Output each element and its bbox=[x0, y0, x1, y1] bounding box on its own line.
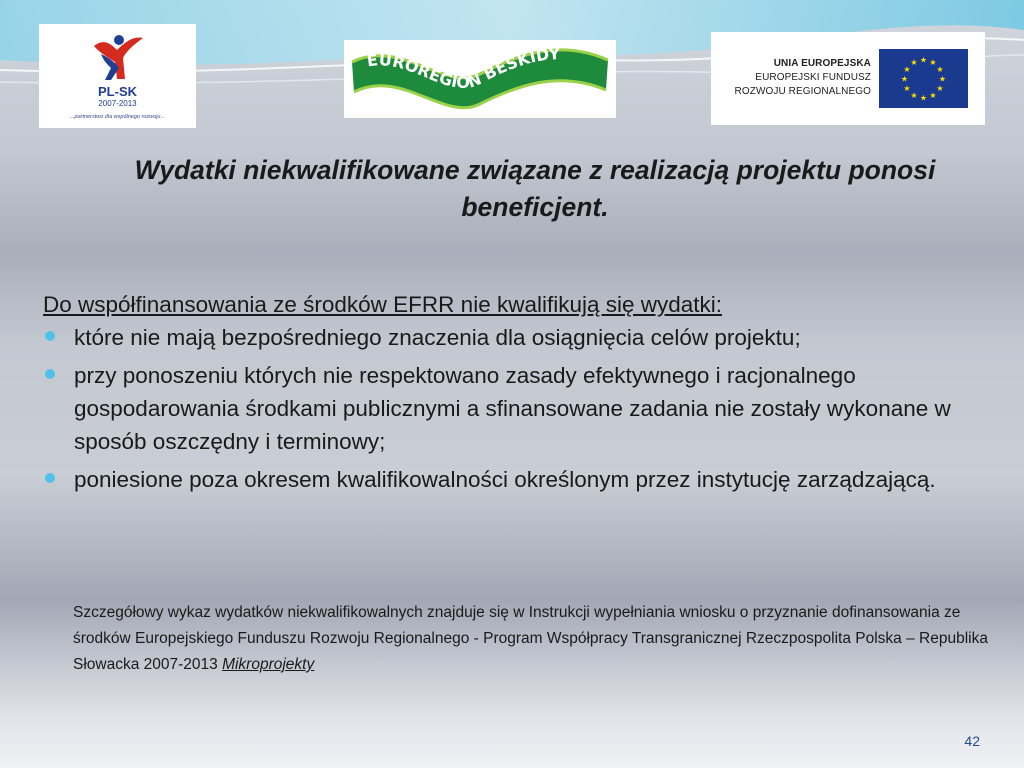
slide-body bbox=[43, 288, 993, 501]
euroregion-logo-text: EUROREGION BESKIDY bbox=[365, 44, 561, 92]
mikroprojekty-link[interactable]: Mikroprojekty bbox=[222, 656, 315, 673]
bullet-text: przy ponoszeniu których nie respektowano zasady efektywnego i racjonalnego gospodarowania środkami publicznymi a sfinansowane zadania nie zostały wykonane w sposób oszczędny i terminowy; bbox=[74, 363, 951, 454]
pl-sk-logo-tagline: ...partnerstwo dla wspólnego rozwoju... bbox=[69, 114, 166, 120]
eu-star-icon: ★ bbox=[929, 58, 937, 67]
slide-title: Wydatki niekwalifikowane związane z realizacją projektu ponosi beneficjent. bbox=[134, 155, 936, 222]
eu-logo-line2: EUROPEJSKI FUNDUSZ bbox=[755, 72, 871, 83]
eu-star-icon: ★ bbox=[919, 93, 928, 103]
bullet-list bbox=[43, 321, 993, 496]
pl-sk-logo-years: 2007-2013 bbox=[98, 99, 137, 108]
eu-star-icon: ★ bbox=[936, 65, 944, 74]
eu-logo bbox=[711, 32, 985, 125]
eu-star-icon: ★ bbox=[910, 91, 918, 100]
euroregion-beskidy-logo bbox=[344, 40, 616, 118]
euroregion-banner-icon bbox=[344, 40, 616, 118]
footnote-text: Szczegółowy wykaz wydatków niekwalifikowalnych znajduje się w Instrukcji wypełniania wniosku o przyznanie dofinansowania ze środków Europejskiego Funduszu Rozwoju Regionalnego - Program Współpracy Transgranicznej Rzeczpospolita Polska – Republika Słowacka 2007-2013 bbox=[73, 604, 988, 673]
eu-star-icon: ★ bbox=[938, 74, 947, 84]
eu-logo-line1: UNIA EUROPEJSKA bbox=[773, 58, 871, 69]
pl-sk-logo-name: PL-SK bbox=[98, 84, 137, 99]
eu-star-icon: ★ bbox=[910, 58, 918, 67]
bullet-icon bbox=[45, 331, 55, 341]
intro-text: Do współfinansowania ze środków EFRR nie kwalifikują się wydatki: bbox=[43, 292, 723, 317]
page-number: 42 bbox=[964, 733, 980, 749]
eu-star-icon: ★ bbox=[919, 55, 928, 65]
list-item bbox=[43, 321, 993, 354]
bullet-icon bbox=[45, 369, 55, 379]
eu-logo-line3: ROZWOJU REGIONALNEGO bbox=[734, 86, 871, 97]
bullet-text: poniesione poza okresem kwalifikowalności określonym przez instytucję zarządzającą. bbox=[74, 467, 936, 492]
eu-star-icon: ★ bbox=[936, 84, 944, 93]
eu-star-icon: ★ bbox=[900, 74, 909, 84]
pl-sk-figure-icon bbox=[39, 24, 196, 84]
footnote bbox=[73, 600, 993, 678]
eu-star-icon: ★ bbox=[903, 84, 911, 93]
pl-sk-logo bbox=[39, 24, 196, 128]
list-item bbox=[43, 463, 993, 496]
bullet-icon bbox=[45, 473, 55, 483]
eu-flag-icon bbox=[879, 49, 968, 108]
eu-star-icon: ★ bbox=[903, 65, 911, 74]
eu-star-icon: ★ bbox=[929, 91, 937, 100]
bullet-text: które nie mają bezpośredniego znaczenia dla osiągnięcia celów projektu; bbox=[74, 325, 801, 350]
list-item bbox=[43, 359, 993, 458]
